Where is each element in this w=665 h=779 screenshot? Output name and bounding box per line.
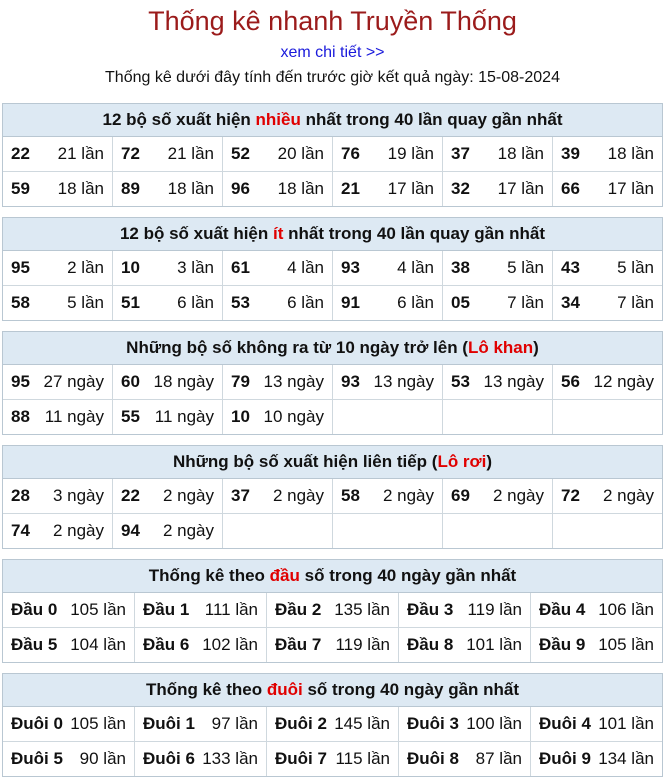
stat-number: 37 <box>231 486 250 505</box>
stat-count: 106 lần <box>598 600 654 619</box>
stat-cell <box>442 172 552 206</box>
stat-number: 32 <box>451 179 470 198</box>
stats-section <box>2 217 663 321</box>
stat-number: Đầu 2 <box>275 600 322 619</box>
stat-count: 115 lần <box>335 749 390 768</box>
stat-cell <box>112 172 222 206</box>
table-row <box>3 627 662 662</box>
table-row <box>3 513 662 548</box>
stat-number: Đầu 8 <box>407 635 454 654</box>
stat-count: 6 lần <box>397 293 434 312</box>
section-heading <box>3 560 662 593</box>
table-row <box>3 365 662 399</box>
stat-count: 135 lần <box>334 600 390 619</box>
stat-cell <box>112 137 222 171</box>
section-heading <box>3 104 662 137</box>
stat-cell <box>222 172 332 206</box>
stat-number: 43 <box>561 258 580 277</box>
stat-cell <box>552 479 662 513</box>
section-heading-highlight: nhiều <box>255 110 301 129</box>
stat-count: 2 ngày <box>382 486 434 505</box>
stat-count: 3 ngày <box>52 486 104 505</box>
stat-cell <box>134 742 266 776</box>
stat-cell <box>398 707 530 741</box>
stat-cell <box>332 514 442 548</box>
stat-cell <box>530 628 662 662</box>
stat-cell <box>332 172 442 206</box>
stat-count: 134 lần <box>598 749 654 768</box>
stat-number: 66 <box>561 179 580 198</box>
stat-cell <box>552 400 662 434</box>
table-row <box>3 707 662 741</box>
stat-count: 4 lần <box>287 258 324 277</box>
stat-cell <box>530 742 662 776</box>
stat-count: 2 ngày <box>162 486 214 505</box>
stat-count: 27 ngày <box>43 372 104 391</box>
stat-count: 105 lần <box>70 600 126 619</box>
stat-cell <box>266 628 398 662</box>
stat-cell <box>552 137 662 171</box>
section-heading-text: 12 bộ số xuất hiện <box>119 224 273 243</box>
stat-cell <box>222 286 332 320</box>
stat-number: 91 <box>341 293 360 312</box>
stat-cell <box>3 400 112 434</box>
detail-link[interactable]: xem chi tiết >> <box>280 44 385 61</box>
section-heading-text: 12 bộ số xuất hiện <box>102 110 256 129</box>
stat-cell <box>552 172 662 206</box>
stat-cell <box>332 400 442 434</box>
stat-number: 89 <box>121 179 140 198</box>
stat-count: 18 lần <box>167 179 214 198</box>
stat-number: 56 <box>561 372 580 391</box>
stat-number: 28 <box>11 486 30 505</box>
stat-count: 100 lần <box>466 714 522 733</box>
stat-number: 74 <box>11 521 30 540</box>
stat-cell <box>552 514 662 548</box>
stat-number: 05 <box>451 293 470 312</box>
stat-number: 34 <box>561 293 580 312</box>
stat-count: 12 ngày <box>593 372 654 391</box>
table-row <box>3 741 662 776</box>
stat-number: 72 <box>561 486 580 505</box>
stat-number: Đuôi 2 <box>275 714 327 733</box>
stat-number: 94 <box>121 521 140 540</box>
stat-number: Đuôi 8 <box>407 749 459 768</box>
section-heading <box>3 446 662 479</box>
stat-number: 22 <box>11 144 30 163</box>
stat-count: 7 lần <box>507 293 544 312</box>
stat-number: 76 <box>341 144 360 163</box>
stat-count: 4 lần <box>397 258 434 277</box>
stat-cell <box>3 286 112 320</box>
stat-cell <box>442 251 552 285</box>
section-heading-text: nhất trong 40 lần quay gần nhất <box>300 110 563 129</box>
stat-number: 59 <box>11 179 30 198</box>
stat-cell <box>442 400 552 434</box>
stat-cell <box>3 172 112 206</box>
stat-cell <box>552 286 662 320</box>
page-title: Thống kê nhanh Truyền Thống <box>148 6 517 36</box>
stat-cell <box>398 593 530 627</box>
section-heading-text: Những bộ số xuất hiện liên tiếp ( <box>172 452 438 471</box>
section-heading <box>3 218 662 251</box>
stat-number: Đầu 0 <box>11 600 58 619</box>
stat-number: 10 <box>231 407 250 426</box>
stat-count: 7 lần <box>617 293 654 312</box>
section-heading <box>3 332 662 365</box>
section-heading-text: ) <box>533 338 539 357</box>
stat-cell <box>222 137 332 171</box>
table-row <box>3 171 662 206</box>
stat-number: Đuôi 7 <box>275 749 327 768</box>
stat-cell <box>266 742 398 776</box>
stat-number: Đầu 9 <box>539 635 586 654</box>
stat-count: 10 ngày <box>263 407 324 426</box>
stat-number: Đầu 4 <box>539 600 586 619</box>
stat-cell <box>398 628 530 662</box>
section-heading <box>3 674 662 707</box>
table-row <box>3 479 662 513</box>
stat-number: Đầu 5 <box>11 635 58 654</box>
stat-count: 133 lần <box>202 749 258 768</box>
stat-number: Đầu 7 <box>275 635 322 654</box>
stat-number: Đuôi 5 <box>11 749 63 768</box>
stat-count: 18 lần <box>607 144 654 163</box>
stat-number: 22 <box>121 486 140 505</box>
stat-number: 52 <box>231 144 250 163</box>
stats-section <box>2 331 663 435</box>
stat-cell <box>112 286 222 320</box>
stat-count: 5 lần <box>617 258 654 277</box>
table-row <box>3 593 662 627</box>
stat-number: Đầu 3 <box>407 600 454 619</box>
stat-cell <box>442 514 552 548</box>
stat-count: 11 ngày <box>44 407 104 426</box>
stat-cell <box>134 593 266 627</box>
section-heading-text: ) <box>486 452 493 471</box>
stat-number: Đuôi 9 <box>539 749 591 768</box>
stat-cell <box>3 707 134 741</box>
stat-count: 17 lần <box>387 179 434 198</box>
stat-count: 20 lần <box>277 144 324 163</box>
stat-number: 55 <box>121 407 140 426</box>
stat-cell <box>3 137 112 171</box>
stat-number: 53 <box>451 372 470 391</box>
stat-number: 37 <box>451 144 470 163</box>
stat-count: 18 lần <box>57 179 104 198</box>
stat-count: 90 lần <box>79 749 126 768</box>
section-heading-highlight: Lô khan <box>467 338 534 357</box>
stat-count: 102 lần <box>202 635 258 654</box>
stat-count: 19 lần <box>387 144 434 163</box>
stat-cell <box>266 593 398 627</box>
stat-cell <box>3 593 134 627</box>
stat-count: 119 lần <box>467 600 522 619</box>
stat-number: 61 <box>231 258 250 277</box>
section-heading-text: Thống kê theo <box>145 680 267 699</box>
stat-cell <box>3 514 112 548</box>
stat-count: 97 lần <box>211 714 258 733</box>
stat-cell <box>3 742 134 776</box>
table-row <box>3 399 662 434</box>
stat-count: 101 lần <box>466 635 522 654</box>
stat-cell <box>3 628 134 662</box>
section-heading-text: số trong 40 ngày gần nhất <box>302 680 520 699</box>
stat-cell <box>134 707 266 741</box>
stat-number: Đuôi 6 <box>143 749 195 768</box>
stat-count: 5 lần <box>67 293 104 312</box>
section-heading-text: nhất trong 40 lần quay gần nhất <box>283 224 546 243</box>
stat-cell <box>222 479 332 513</box>
stat-number: 95 <box>11 372 30 391</box>
stat-count: 21 lần <box>167 144 214 163</box>
stat-count: 18 lần <box>277 179 324 198</box>
date-note: Thống kê dưới đây tính đến trước giờ kết quả ngày: 15-08-2024 <box>105 69 560 86</box>
stat-count: 3 lần <box>177 258 214 277</box>
stat-count: 119 lần <box>335 635 390 654</box>
section-heading-text: Những bộ số không ra từ 10 ngày trở lên ( <box>126 338 468 357</box>
stat-cell <box>112 479 222 513</box>
stat-cell <box>112 365 222 399</box>
stat-number: Đuôi 1 <box>143 714 195 733</box>
stat-count: 11 ngày <box>154 407 214 426</box>
stat-cell <box>3 479 112 513</box>
stat-cell <box>3 251 112 285</box>
stat-cell <box>222 514 332 548</box>
stat-number: 93 <box>341 258 360 277</box>
stat-number: 72 <box>121 144 140 163</box>
stat-number: Đầu 1 <box>143 600 190 619</box>
stat-cell <box>398 742 530 776</box>
stat-count: 87 lần <box>475 749 522 768</box>
stat-number: 10 <box>121 258 140 277</box>
stat-count: 2 ngày <box>602 486 654 505</box>
stat-count: 101 lần <box>598 714 654 733</box>
stat-number: Đuôi 0 <box>11 714 63 733</box>
stat-number: 21 <box>341 179 360 198</box>
section-heading-text: số trong 40 ngày gần nhất <box>299 566 517 585</box>
stat-number: 58 <box>11 293 30 312</box>
stat-count: 6 lần <box>177 293 214 312</box>
stat-cell <box>222 400 332 434</box>
stat-number: Đuôi 3 <box>407 714 459 733</box>
stat-count: 2 ngày <box>492 486 544 505</box>
stat-cell <box>112 514 222 548</box>
stat-count: 13 ngày <box>483 372 544 391</box>
stat-cell <box>552 251 662 285</box>
stat-count: 13 ngày <box>263 372 324 391</box>
stat-count: 18 lần <box>497 144 544 163</box>
stat-cell <box>332 365 442 399</box>
stat-cell <box>222 251 332 285</box>
stat-cell <box>442 365 552 399</box>
stat-count: 2 ngày <box>162 521 214 540</box>
stat-number: 93 <box>341 372 360 391</box>
stat-count: 2 ngày <box>272 486 324 505</box>
stat-cell <box>332 479 442 513</box>
stat-cell <box>332 286 442 320</box>
stats-section <box>2 559 663 663</box>
stat-number: 58 <box>341 486 360 505</box>
section-heading-text: Thống kê theo <box>148 566 270 585</box>
stat-count: 111 lần <box>204 600 258 619</box>
stats-section <box>2 673 663 777</box>
stat-count: 17 lần <box>497 179 544 198</box>
stat-cell <box>530 707 662 741</box>
stat-number: 88 <box>11 407 30 426</box>
stat-number: Đuôi 4 <box>539 714 591 733</box>
section-heading-highlight: đuôi <box>266 680 303 699</box>
stat-count: 18 ngày <box>153 372 214 391</box>
stat-count: 2 lần <box>67 258 104 277</box>
stats-section <box>2 103 663 207</box>
stat-count: 6 lần <box>287 293 324 312</box>
stat-cell <box>112 400 222 434</box>
stat-number: 60 <box>121 372 140 391</box>
stat-cell <box>442 286 552 320</box>
stat-cell <box>112 251 222 285</box>
stat-cell <box>552 365 662 399</box>
stat-count: 17 lần <box>607 179 654 198</box>
stat-cell <box>442 479 552 513</box>
stat-number: 38 <box>451 258 470 277</box>
stat-cell <box>332 137 442 171</box>
stat-number: Đầu 6 <box>143 635 190 654</box>
stat-number: 69 <box>451 486 470 505</box>
stat-count: 104 lần <box>70 635 126 654</box>
table-row <box>3 251 662 285</box>
stat-number: 39 <box>561 144 580 163</box>
stat-cell <box>266 707 398 741</box>
stat-cell <box>530 593 662 627</box>
stat-count: 105 lần <box>70 714 126 733</box>
stat-count: 5 lần <box>507 258 544 277</box>
stat-number: 79 <box>231 372 250 391</box>
stat-cell <box>134 628 266 662</box>
stat-cell <box>442 137 552 171</box>
stat-number: 96 <box>231 179 250 198</box>
stat-count: 145 lần <box>334 714 390 733</box>
stat-number: 51 <box>121 293 140 312</box>
stat-number: 53 <box>231 293 250 312</box>
table-row <box>3 285 662 320</box>
table-row <box>3 137 662 171</box>
stat-count: 105 lần <box>598 635 654 654</box>
section-heading-highlight: ít <box>273 224 284 243</box>
stat-cell <box>332 251 442 285</box>
stat-count: 13 ngày <box>373 372 434 391</box>
stats-section <box>2 445 663 549</box>
stat-count: 2 ngày <box>52 521 104 540</box>
stat-count: 21 lần <box>57 144 104 163</box>
stat-cell <box>222 365 332 399</box>
stat-number: 95 <box>11 258 30 277</box>
stat-cell <box>3 365 112 399</box>
section-heading-highlight: đầu <box>269 566 300 585</box>
section-heading-highlight: Lô rơi <box>437 452 487 471</box>
